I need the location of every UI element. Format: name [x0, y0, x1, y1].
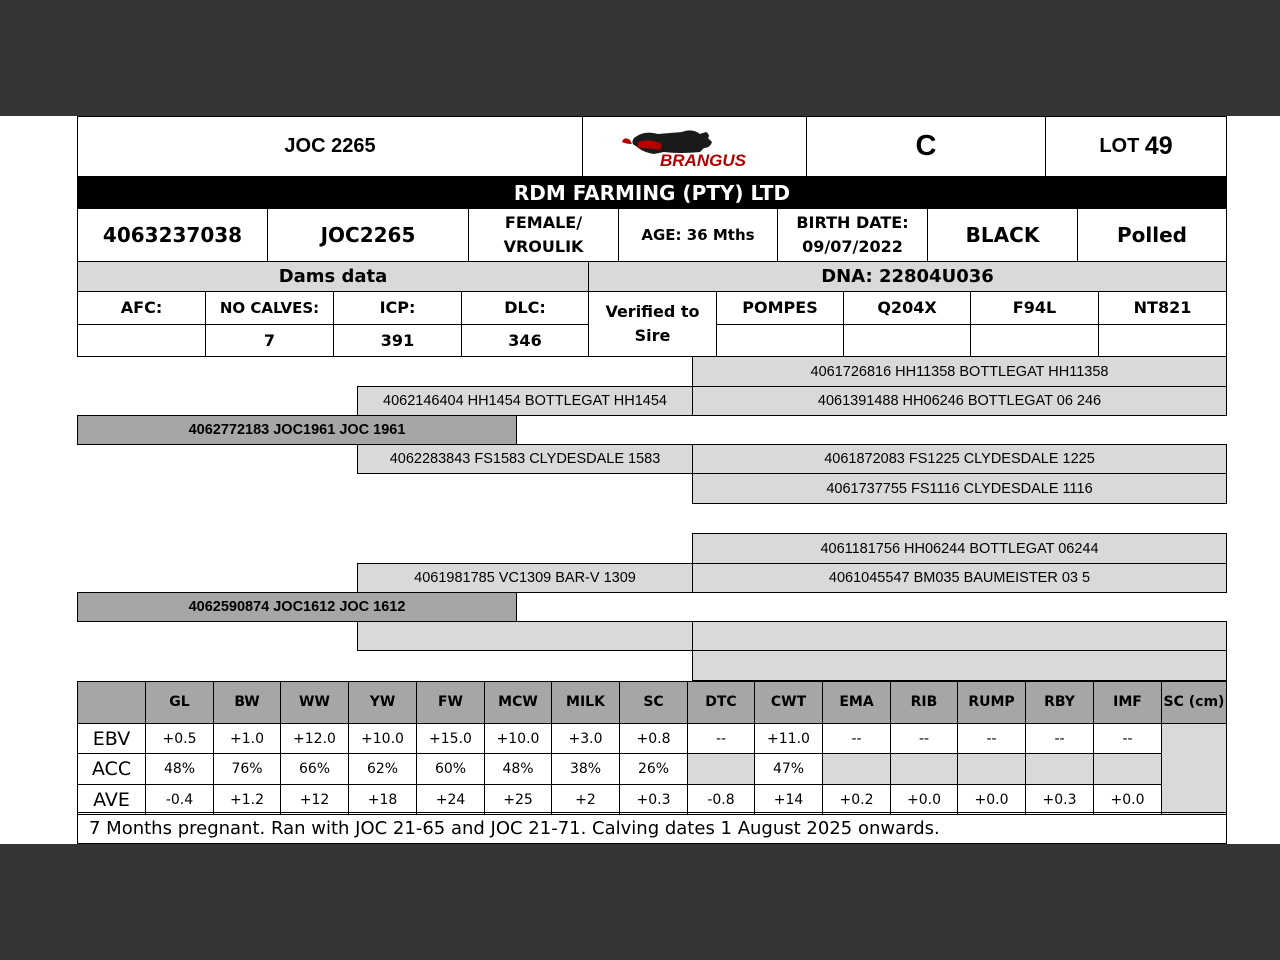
ebv-header-ww: WW — [280, 681, 349, 724]
ebv-ebv-ww: +12.0 — [280, 723, 349, 754]
ebv-ebv-rump: -- — [957, 723, 1026, 754]
ebv-ave-dtc: -0.8 — [687, 784, 755, 815]
dna-title: DNA: 22804U036 — [588, 261, 1227, 292]
ebv-ebv-dtc: -- — [687, 723, 755, 754]
lot-label: LOT — [1099, 135, 1140, 157]
ebv-ave-bw: +1.2 — [213, 784, 281, 815]
ebv-ave-mcw: +25 — [484, 784, 552, 815]
dna-test-pompes: POMPES — [716, 291, 844, 325]
pedigree-dam-dam — [357, 621, 693, 651]
no-calves-value: 7 — [205, 324, 334, 357]
verified-to-sire: Verified to Sire — [588, 291, 717, 357]
ebv-acc-rib — [890, 753, 958, 785]
ebv-acc-fw: 60% — [416, 753, 485, 785]
dna-test-f94l: F94L — [970, 291, 1099, 325]
ebv-ave-fw: +24 — [416, 784, 485, 815]
birth-date: BIRTH DATE: 09/07/2022 — [777, 208, 928, 262]
pedigree-sire: 4062772183 JOC1961 JOC 1961 — [77, 415, 517, 445]
ebv-ave-yw: +18 — [348, 784, 417, 815]
ebv-header-dtc: DTC — [687, 681, 755, 724]
ebv-ebv-rby: -- — [1025, 723, 1094, 754]
icp-value: 391 — [333, 324, 462, 357]
ebv-row-label-acc: ACC — [77, 753, 146, 785]
lot-number — [1045, 116, 1227, 177]
ebv-acc-yw: 62% — [348, 753, 417, 785]
ebv-acc-milk: 38% — [551, 753, 620, 785]
ebv-ebv-sc: +0.8 — [619, 723, 688, 754]
ebv-header-bw: BW — [213, 681, 281, 724]
animal-id: JOC 2265 — [77, 116, 583, 177]
ebv-header-rib: RIB — [890, 681, 958, 724]
ebv-acc-mcw: 48% — [484, 753, 552, 785]
registration-number: 4063237038 — [77, 208, 268, 262]
dna-result-pompes — [716, 324, 844, 357]
catalogue-sheet — [0, 116, 1280, 844]
ebv-header-rby: RBY — [1025, 681, 1094, 724]
comment: 7 Months pregnant. Ran with JOC 21-65 and JOC 21-71. Calving dates 1 August 2025 onwards. — [77, 812, 1227, 844]
pedigree-dam-dam-dam — [692, 650, 1227, 681]
sex: FEMALE/ VROULIK — [468, 208, 619, 262]
dlc-value: 346 — [461, 324, 589, 357]
ebv-ave-milk: +2 — [551, 784, 620, 815]
pedigree-sire-dam-dam: 4061737755 FS1116 CLYDESDALE 1116 — [692, 473, 1227, 504]
ebv-ave-rump: +0.0 — [957, 784, 1026, 815]
ebv-acc-ww: 66% — [280, 753, 349, 785]
ebv-ebv-gl: +0.5 — [145, 723, 214, 754]
icp-label: ICP: — [333, 291, 462, 325]
colour: BLACK — [927, 208, 1078, 262]
lot-value: 49 — [1144, 132, 1173, 160]
ebv-acc-bw: 76% — [213, 753, 281, 785]
ebv-acc-ema — [822, 753, 891, 785]
ebv-header-sc: SC — [619, 681, 688, 724]
ebv-acc-rby — [1025, 753, 1094, 785]
ebv-ebv-bw: +1.0 — [213, 723, 281, 754]
ebv-ave-rby: +0.3 — [1025, 784, 1094, 815]
ebv-header-ema: EMA — [822, 681, 891, 724]
dna-test-nt821: NT821 — [1098, 291, 1227, 325]
ebv-ave-gl: -0.4 — [145, 784, 214, 815]
ebv-ebv-mcw: +10.0 — [484, 723, 552, 754]
ebv-sc-cm-values — [1161, 723, 1227, 815]
animal-code: JOC2265 — [267, 208, 469, 262]
dna-result-q204x — [843, 324, 971, 357]
pedigree-sire-dam-sire: 4061872083 FS1225 CLYDESDALE 1225 — [692, 444, 1227, 474]
dna-result-nt821 — [1098, 324, 1227, 357]
ebv-ave-imf: +0.0 — [1093, 784, 1162, 815]
no-calves-label: NO CALVES: — [205, 291, 334, 325]
pedigree-dam: 4062590874 JOC1612 JOC 1612 — [77, 592, 517, 622]
ebv-header-imf: IMF — [1093, 681, 1162, 724]
ebv-corner-cell — [77, 681, 146, 724]
ebv-row-label-ebv: EBV — [77, 723, 146, 754]
ebv-ebv-ema: -- — [822, 723, 891, 754]
ebv-ave-cwt: +14 — [754, 784, 823, 815]
ebv-acc-gl: 48% — [145, 753, 214, 785]
afc-label: AFC: — [77, 291, 206, 325]
pedigree-sire-dam: 4062283843 FS1583 CLYDESDALE 1583 — [357, 444, 693, 474]
ebv-ave-sc: +0.3 — [619, 784, 688, 815]
pedigree-sire-sire: 4062146404 HH1454 BOTTLEGAT HH1454 — [357, 386, 693, 416]
ebv-ave-rib: +0.0 — [890, 784, 958, 815]
pedigree-dam-sire-dam: 4061045547 BM035 BAUMEISTER 03 5 — [692, 563, 1227, 593]
dams-data-title: Dams data — [77, 261, 589, 292]
ebv-header-gl: GL — [145, 681, 214, 724]
age: AGE: 36 Mths — [618, 208, 778, 262]
ebv-ebv-yw: +10.0 — [348, 723, 417, 754]
ebv-header-cwt: CWT — [754, 681, 823, 724]
ebv-ave-ww: +12 — [280, 784, 349, 815]
ebv-acc-dtc — [687, 753, 755, 785]
dna-result-f94l — [970, 324, 1099, 357]
ebv-ebv-fw: +15.0 — [416, 723, 485, 754]
ebv-header-fw: FW — [416, 681, 485, 724]
ebv-acc-sc: 26% — [619, 753, 688, 785]
ebv-ebv-imf: -- — [1093, 723, 1162, 754]
pedigree-sire-sire-sire: 4061726816 HH11358 BOTTLEGAT HH11358 — [692, 356, 1227, 387]
grade-letter: C — [806, 116, 1046, 177]
horn-status: Polled — [1077, 208, 1227, 262]
ebv-acc-cwt: 47% — [754, 753, 823, 785]
ebv-acc-rump — [957, 753, 1026, 785]
ebv-header-yw: YW — [348, 681, 417, 724]
ebv-ebv-milk: +3.0 — [551, 723, 620, 754]
ebv-ave-ema: +0.2 — [822, 784, 891, 815]
ebv-row-label-ave: AVE — [77, 784, 146, 815]
breeder-name: RDM FARMING (PTY) LTD — [77, 177, 1227, 209]
ebv-ebv-cwt: +11.0 — [754, 723, 823, 754]
ebv-ebv-rib: -- — [890, 723, 958, 754]
svg-text:BRANGUS: BRANGUS — [659, 150, 746, 170]
pedigree-dam-dam-sire — [692, 621, 1227, 651]
ebv-header-mcw: MCW — [484, 681, 552, 724]
ebv-header-sc-cm: SC (cm) — [1161, 681, 1227, 724]
pedigree-sire-sire-dam: 4061391488 HH06246 BOTTLEGAT 06 246 — [692, 386, 1227, 416]
ebv-header-milk: MILK — [551, 681, 620, 724]
ebv-header-rump: RUMP — [957, 681, 1026, 724]
pedigree-dam-sire-sire: 4061181756 HH06244 BOTTLEGAT 06244 — [692, 533, 1227, 564]
dlc-label: DLC: — [461, 291, 589, 325]
brangus-logo — [582, 116, 807, 177]
dna-test-q204x: Q204X — [843, 291, 971, 325]
pedigree-dam-sire: 4061981785 VC1309 BAR-V 1309 — [357, 563, 693, 593]
ebv-acc-imf — [1093, 753, 1162, 785]
afc-value — [77, 324, 206, 357]
